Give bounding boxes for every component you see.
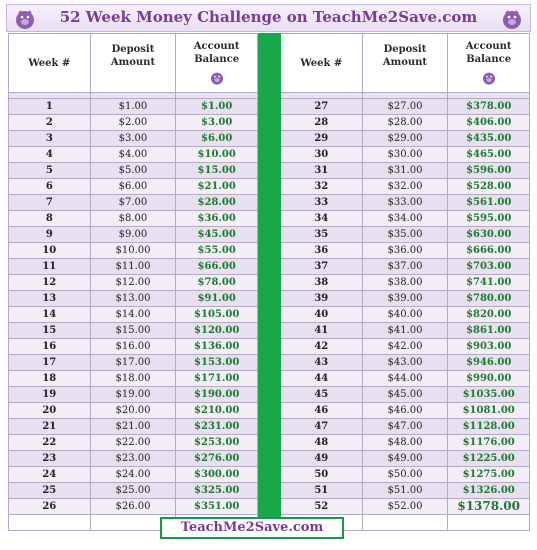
divider-band	[257, 291, 280, 307]
balance-cell: $406.00	[448, 115, 530, 131]
challenge-table-wrapper	[8, 33, 530, 541]
balance-cell: $703.00	[448, 259, 530, 275]
week-cell: 9	[9, 227, 91, 243]
empty-cell	[362, 515, 448, 531]
deposit-cell: $3.00	[90, 131, 176, 147]
balance-header: Account Balance	[448, 34, 530, 93]
table-row	[9, 115, 530, 131]
deposit-cell: $31.00	[362, 163, 448, 179]
balance-cell: $210.00	[176, 403, 258, 419]
week-cell: 44	[280, 371, 362, 387]
balance-cell: $6.00	[176, 131, 258, 147]
week-cell: 45	[280, 387, 362, 403]
divider-band	[257, 355, 280, 371]
deposit-cell: $32.00	[362, 179, 448, 195]
table-row	[9, 163, 530, 179]
balance-cell: $596.00	[448, 163, 530, 179]
divider-band	[257, 275, 280, 291]
balance-cell: $1225.00	[448, 451, 530, 467]
week-cell: 21	[9, 419, 91, 435]
divider-band	[257, 451, 280, 467]
divider-band	[257, 115, 280, 131]
deposit-cell: $21.00	[90, 419, 176, 435]
balance-cell: $1275.00	[448, 467, 530, 483]
week-cell: 8	[9, 211, 91, 227]
balance-cell: $903.00	[448, 339, 530, 355]
balance-cell: $1176.00	[448, 435, 530, 451]
balance-cell: $630.00	[448, 227, 530, 243]
week-cell: 25	[9, 483, 91, 499]
empty-cell	[448, 515, 530, 531]
week-cell: 36	[280, 243, 362, 259]
divider-band	[257, 419, 280, 435]
table-row	[9, 195, 530, 211]
table-row	[9, 99, 530, 115]
deposit-cell: $1.00	[90, 99, 176, 115]
week-cell: 4	[9, 147, 91, 163]
deposit-cell: $51.00	[362, 483, 448, 499]
divider-band	[257, 339, 280, 355]
deposit-cell: $8.00	[90, 211, 176, 227]
table-row	[9, 371, 530, 387]
deposit-cell: $11.00	[90, 259, 176, 275]
divider-band	[257, 163, 280, 179]
divider-band	[257, 179, 280, 195]
divider-band	[257, 195, 280, 211]
empty-cell	[9, 515, 91, 531]
week-cell: 39	[280, 291, 362, 307]
deposit-cell: $5.00	[90, 163, 176, 179]
balance-cell: $465.00	[448, 147, 530, 163]
table-row	[9, 499, 530, 515]
deposit-cell: $4.00	[90, 147, 176, 163]
deposit-cell: $52.00	[362, 499, 448, 515]
table-row	[9, 131, 530, 147]
week-cell: 30	[280, 147, 362, 163]
week-cell: 35	[280, 227, 362, 243]
deposit-cell: $41.00	[362, 323, 448, 339]
week-cell: 38	[280, 275, 362, 291]
deposit-cell: $7.00	[90, 195, 176, 211]
table-row	[9, 227, 530, 243]
balance-cell: $528.00	[448, 179, 530, 195]
deposit-cell: $29.00	[362, 131, 448, 147]
week-cell: 24	[9, 467, 91, 483]
divider-band	[257, 307, 280, 323]
week-cell: 40	[280, 307, 362, 323]
deposit-cell: $15.00	[90, 323, 176, 339]
divider-band	[257, 371, 280, 387]
piggy-bank-icon	[500, 7, 524, 31]
divider-band	[257, 467, 280, 483]
footer-site-label: TeachMe2Save.com	[160, 517, 344, 539]
week-cell: 22	[9, 435, 91, 451]
deposit-cell: $27.00	[362, 99, 448, 115]
balance-cell: $21.00	[176, 179, 258, 195]
week-cell: 3	[9, 131, 91, 147]
balance-cell: $595.00	[448, 211, 530, 227]
balance-cell: $378.00	[448, 99, 530, 115]
week-cell: 2	[9, 115, 91, 131]
table-row	[9, 147, 530, 163]
deposit-cell: $46.00	[362, 403, 448, 419]
balance-cell: $1326.00	[448, 483, 530, 499]
table-row	[9, 403, 530, 419]
week-header: Week #	[280, 34, 362, 93]
divider-band	[257, 403, 280, 419]
challenge-table	[8, 33, 530, 531]
deposit-cell: $37.00	[362, 259, 448, 275]
header-row	[9, 34, 530, 93]
page-title: 52 Week Money Challenge on TeachMe2Save.com	[59, 8, 478, 26]
table-row	[9, 339, 530, 355]
week-cell: 16	[9, 339, 91, 355]
table-row	[9, 467, 530, 483]
week-cell: 50	[280, 467, 362, 483]
deposit-cell: $10.00	[90, 243, 176, 259]
week-cell: 5	[9, 163, 91, 179]
balance-cell: $946.00	[448, 355, 530, 371]
balance-cell: $1035.00	[448, 387, 530, 403]
table-row	[9, 259, 530, 275]
divider-band	[257, 435, 280, 451]
balance-cell: $741.00	[448, 275, 530, 291]
table-row	[9, 211, 530, 227]
week-header: Week #	[9, 34, 91, 93]
table-row	[9, 291, 530, 307]
week-cell: 27	[280, 99, 362, 115]
table-row	[9, 435, 530, 451]
deposit-cell: $36.00	[362, 243, 448, 259]
deposit-cell: $35.00	[362, 227, 448, 243]
deposit-header: Deposit Amount	[90, 34, 176, 93]
week-cell: 34	[280, 211, 362, 227]
table-row	[9, 387, 530, 403]
balance-cell: $190.00	[176, 387, 258, 403]
deposit-cell: $24.00	[90, 467, 176, 483]
week-cell: 6	[9, 179, 91, 195]
balance-cell: $55.00	[176, 243, 258, 259]
balance-cell: $91.00	[176, 291, 258, 307]
title-bar	[6, 4, 531, 32]
week-cell: 13	[9, 291, 91, 307]
week-cell: 11	[9, 259, 91, 275]
deposit-cell: $20.00	[90, 403, 176, 419]
week-cell: 41	[280, 323, 362, 339]
week-cell: 46	[280, 403, 362, 419]
week-cell: 42	[280, 339, 362, 355]
deposit-cell: $25.00	[90, 483, 176, 499]
balance-cell: $561.00	[448, 195, 530, 211]
deposit-cell: $44.00	[362, 371, 448, 387]
divider-band	[257, 211, 280, 227]
balance-cell: $990.00	[448, 371, 530, 387]
deposit-cell: $42.00	[362, 339, 448, 355]
deposit-cell: $34.00	[362, 211, 448, 227]
week-cell: 29	[280, 131, 362, 147]
balance-cell: $253.00	[176, 435, 258, 451]
balance-cell: $136.00	[176, 339, 258, 355]
table-row	[9, 307, 530, 323]
divider-band	[257, 483, 280, 499]
divider-band	[257, 131, 280, 147]
deposit-cell: $47.00	[362, 419, 448, 435]
table-row	[9, 323, 530, 339]
balance-cell: $153.00	[176, 355, 258, 371]
deposit-cell: $40.00	[362, 307, 448, 323]
balance-cell: $300.00	[176, 467, 258, 483]
deposit-cell: $48.00	[362, 435, 448, 451]
divider-band	[257, 323, 280, 339]
divider-band	[257, 34, 280, 93]
table-row	[9, 451, 530, 467]
week-cell: 15	[9, 323, 91, 339]
week-cell: 1	[9, 99, 91, 115]
balance-cell: $666.00	[448, 243, 530, 259]
balance-cell: $66.00	[176, 259, 258, 275]
deposit-cell: $50.00	[362, 467, 448, 483]
balance-cell: $351.00	[176, 499, 258, 515]
deposit-cell: $38.00	[362, 275, 448, 291]
divider-band	[257, 147, 280, 163]
deposit-cell: $23.00	[90, 451, 176, 467]
deposit-cell: $22.00	[90, 435, 176, 451]
deposit-cell: $18.00	[90, 371, 176, 387]
deposit-cell: $19.00	[90, 387, 176, 403]
week-cell: 49	[280, 451, 362, 467]
deposit-cell: $14.00	[90, 307, 176, 323]
balance-cell: $231.00	[176, 419, 258, 435]
piggy-bank-icon	[481, 70, 497, 86]
piggy-bank-icon	[209, 70, 225, 86]
deposit-cell: $17.00	[90, 355, 176, 371]
balance-cell: $120.00	[176, 323, 258, 339]
week-cell: 14	[9, 307, 91, 323]
week-cell: 28	[280, 115, 362, 131]
balance-cell: $780.00	[448, 291, 530, 307]
week-cell: 12	[9, 275, 91, 291]
deposit-cell: $49.00	[362, 451, 448, 467]
balance-cell: $105.00	[176, 307, 258, 323]
week-cell: 43	[280, 355, 362, 371]
week-cell: 32	[280, 179, 362, 195]
week-cell: 31	[280, 163, 362, 179]
week-cell: 23	[9, 451, 91, 467]
balance-cell: $45.00	[176, 227, 258, 243]
deposit-cell: $39.00	[362, 291, 448, 307]
week-cell: 7	[9, 195, 91, 211]
table-row	[9, 483, 530, 499]
deposit-cell: $9.00	[90, 227, 176, 243]
week-cell: 33	[280, 195, 362, 211]
deposit-header: Deposit Amount	[362, 34, 448, 93]
balance-cell: $276.00	[176, 451, 258, 467]
week-cell: 48	[280, 435, 362, 451]
week-cell: 26	[9, 499, 91, 515]
balance-cell: $3.00	[176, 115, 258, 131]
balance-cell: $1081.00	[448, 403, 530, 419]
deposit-cell: $33.00	[362, 195, 448, 211]
deposit-cell: $16.00	[90, 339, 176, 355]
balance-cell: $10.00	[176, 147, 258, 163]
balance-cell: $1378.00	[448, 499, 530, 515]
week-cell: 19	[9, 387, 91, 403]
table-row	[9, 179, 530, 195]
balance-header: Account Balance	[176, 34, 258, 93]
week-cell: 52	[280, 499, 362, 515]
divider-band	[257, 499, 280, 515]
deposit-cell: $43.00	[362, 355, 448, 371]
balance-cell: $15.00	[176, 163, 258, 179]
balance-cell: $435.00	[448, 131, 530, 147]
balance-cell: $325.00	[176, 483, 258, 499]
divider-band	[257, 99, 280, 115]
balance-cell: $1128.00	[448, 419, 530, 435]
week-cell: 20	[9, 403, 91, 419]
deposit-cell: $28.00	[362, 115, 448, 131]
deposit-cell: $30.00	[362, 147, 448, 163]
table-row	[9, 243, 530, 259]
balance-cell: $1.00	[176, 99, 258, 115]
balance-cell: $36.00	[176, 211, 258, 227]
week-cell: 18	[9, 371, 91, 387]
deposit-cell: $12.00	[90, 275, 176, 291]
divider-band	[257, 259, 280, 275]
balance-cell: $78.00	[176, 275, 258, 291]
week-cell: 10	[9, 243, 91, 259]
divider-band	[257, 243, 280, 259]
divider-band	[257, 387, 280, 403]
table-row	[9, 275, 530, 291]
deposit-cell: $45.00	[362, 387, 448, 403]
deposit-cell: $13.00	[90, 291, 176, 307]
table-row	[9, 355, 530, 371]
week-cell: 47	[280, 419, 362, 435]
week-cell: 51	[280, 483, 362, 499]
balance-cell: $820.00	[448, 307, 530, 323]
deposit-cell: $6.00	[90, 179, 176, 195]
balance-cell: $171.00	[176, 371, 258, 387]
deposit-cell: $2.00	[90, 115, 176, 131]
deposit-cell: $26.00	[90, 499, 176, 515]
divider-band	[257, 227, 280, 243]
balance-cell: $861.00	[448, 323, 530, 339]
week-cell: 17	[9, 355, 91, 371]
table-row	[9, 419, 530, 435]
balance-cell: $28.00	[176, 195, 258, 211]
week-cell: 37	[280, 259, 362, 275]
